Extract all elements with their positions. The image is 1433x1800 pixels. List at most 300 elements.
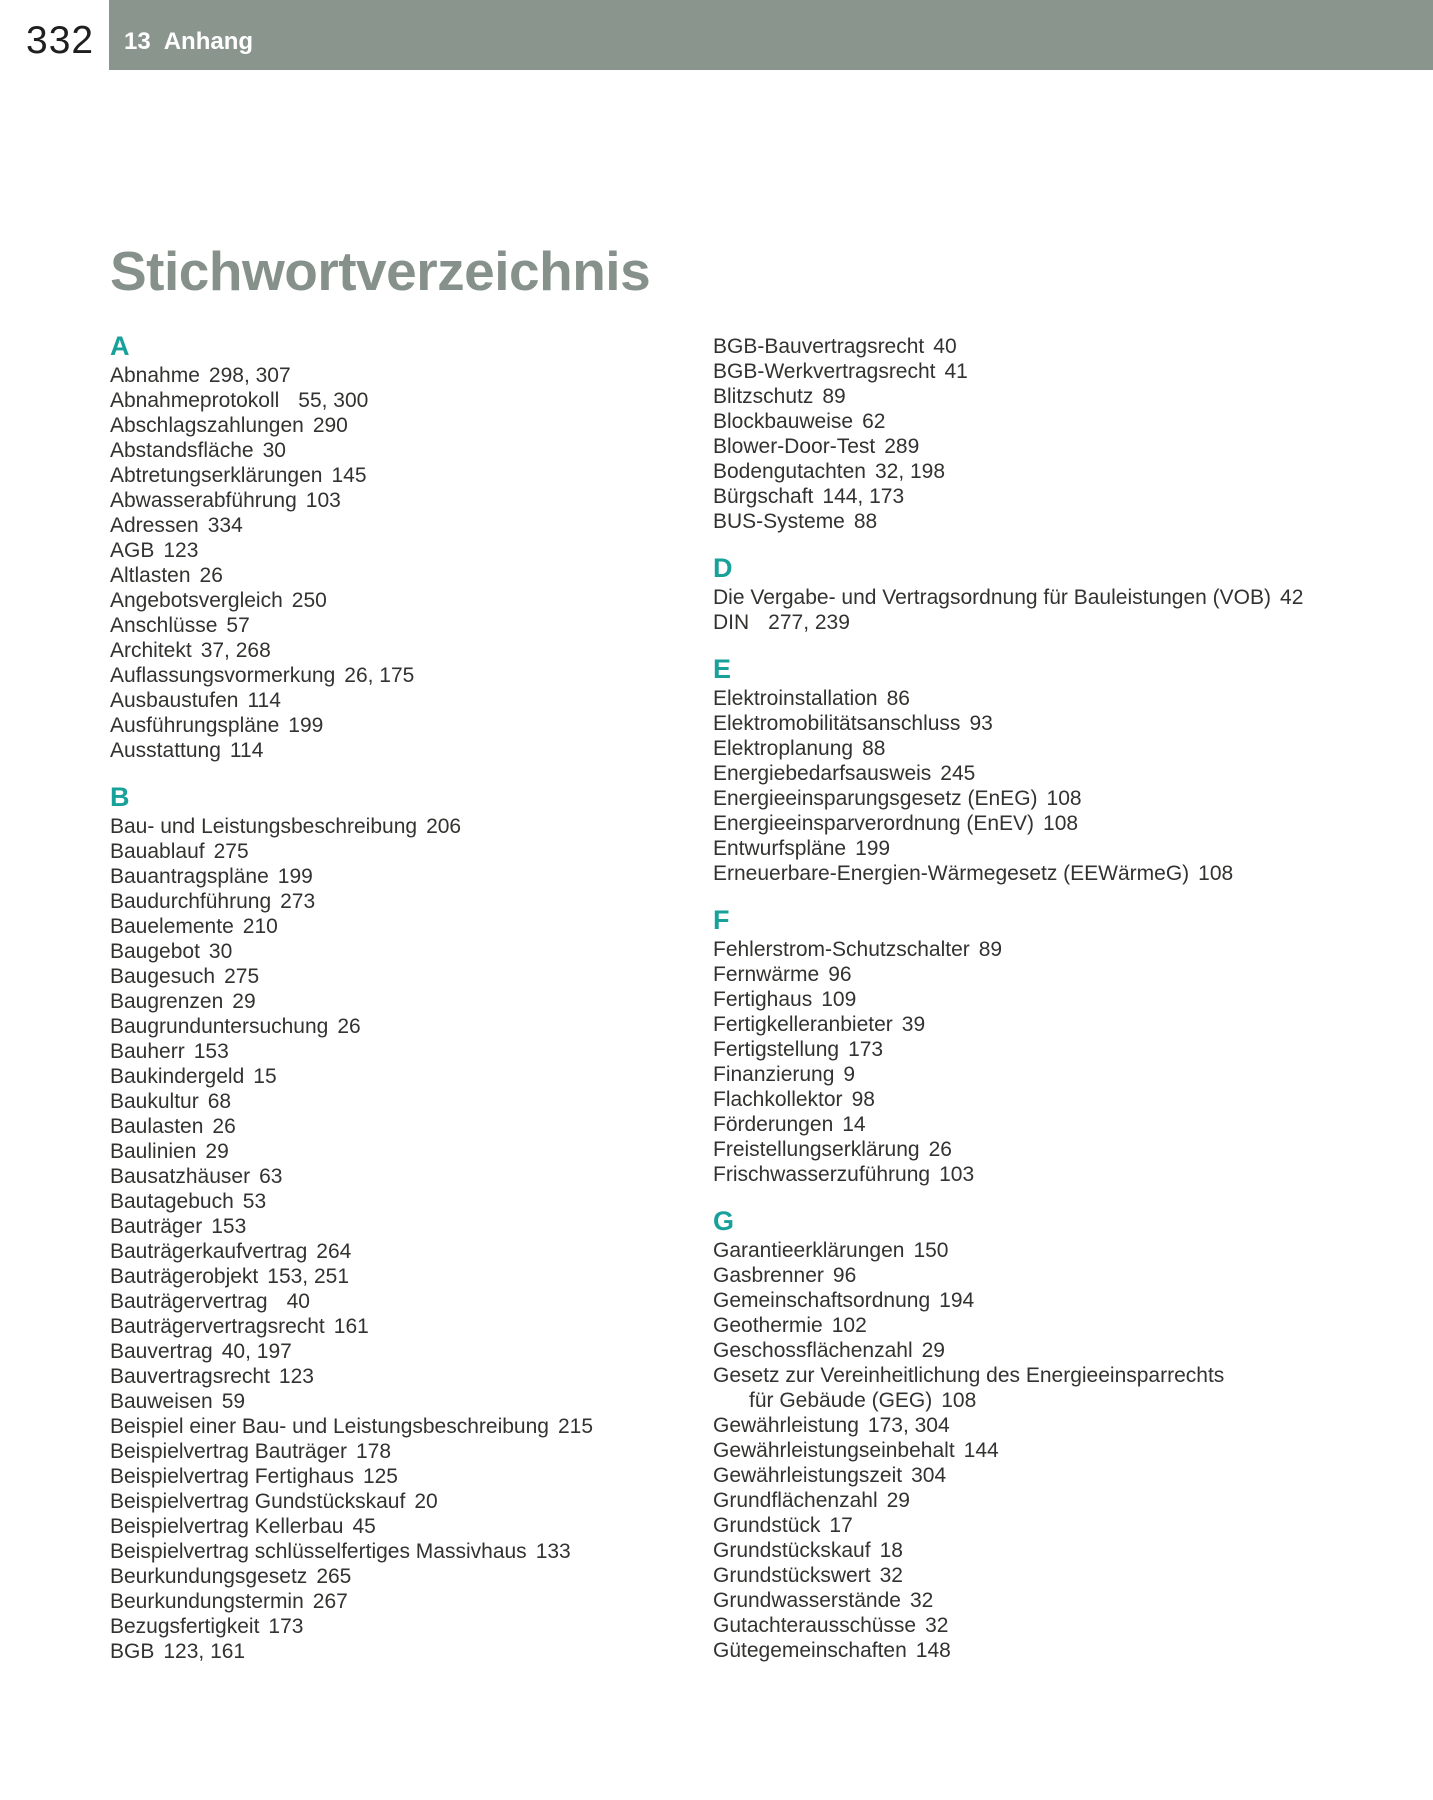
chapter-number: 13: [124, 28, 151, 55]
chapter-title: Anhang: [163, 28, 254, 55]
index-entry-term: Abnahmeprotokoll: [110, 389, 280, 412]
index-entry-term: Bauträgerkaufvertrag: [110, 1240, 308, 1263]
index-entry-term: Gasbrenner: [713, 1264, 824, 1287]
index-entry: [110, 1014, 670, 1039]
index-entry-pages: 88: [853, 510, 878, 533]
index-entry-pages: 62: [862, 410, 886, 433]
index-entry-term: Beispiel einer Bau- und Leistungsbeschreibung: [110, 1415, 549, 1438]
index-entry-pages: 173: [268, 1615, 304, 1638]
index-entry-pages: 40: [286, 1290, 310, 1313]
index-entry-pages: 15: [253, 1065, 277, 1088]
index-entry-term: Grundstückskauf: [713, 1539, 871, 1562]
index-entry: [110, 1364, 670, 1389]
index-entry: [713, 1338, 1373, 1363]
index-entry-term: Bauvertrag: [110, 1340, 213, 1363]
index-entry: [110, 1614, 670, 1639]
index-entry-pages: 17: [829, 1514, 853, 1537]
index-entry: [713, 1037, 1373, 1062]
index-entry-term: Bauweisen: [110, 1390, 213, 1413]
index-entry-pages: 29: [232, 990, 256, 1013]
index-entry-term: für Gebäude (GEG): [749, 1389, 933, 1412]
index-entry-pages: 88: [862, 737, 886, 760]
index-entry-pages: 178: [355, 1440, 392, 1463]
index-entry-pages: 150: [913, 1239, 949, 1262]
index-entry: [713, 1388, 1373, 1413]
index-entry-pages: 96: [828, 963, 852, 986]
index-entry-pages: 334: [207, 514, 243, 537]
index-entry-pages: 40, 197: [221, 1340, 292, 1363]
index-entry-pages: 123: [278, 1365, 314, 1388]
index-entry-term: Baulinien: [110, 1140, 197, 1163]
index-entry-pages: 14: [842, 1113, 866, 1136]
index-entry-term: Bautagebuch: [110, 1190, 234, 1213]
index-entry-pages: 250: [291, 589, 327, 612]
index-entry-term: Blower-Door-Test: [713, 435, 876, 458]
index-entry-term: Bauablauf: [110, 840, 205, 863]
index-entry-pages: 68: [207, 1090, 232, 1113]
index-entry: [713, 711, 1373, 736]
index-entry-term: BGB: [110, 1640, 155, 1663]
index-entry-term: Baugrenzen: [110, 990, 224, 1013]
index-entry: [110, 964, 670, 989]
index-entry-term: Bauträgerobjekt: [110, 1265, 259, 1288]
index-entry: [110, 438, 670, 463]
index-entry: [713, 786, 1373, 811]
index-entry-pages: 173: [848, 1038, 884, 1061]
index-entry-pages: 29: [921, 1339, 945, 1362]
index-entry-pages: 53: [242, 1190, 267, 1213]
index-entry-term: Ausbaustufen: [110, 689, 239, 712]
index-entry: [110, 914, 670, 939]
index-entry: [110, 663, 670, 688]
index-entry: [713, 1563, 1373, 1588]
index-entry-pages: 267: [312, 1590, 348, 1613]
index-entry-term: Bauträger: [110, 1215, 203, 1238]
index-entry-term: BGB-Bauvertragsrecht: [713, 335, 925, 358]
index-entry-term: Beurkundungstermin: [110, 1590, 304, 1613]
index-entry-pages: 199: [277, 865, 313, 888]
index-entry-pages: 57: [226, 614, 250, 637]
index-entry: [713, 736, 1373, 761]
section-letter-G: G: [713, 1206, 735, 1236]
index-section-G: [713, 1205, 1373, 1663]
index-entry-pages: 32: [909, 1589, 934, 1612]
page-title: Stichwortverzeichnis: [110, 239, 651, 302]
section-letter-D: D: [713, 553, 733, 583]
index-entry-term: Gemeinschaftsordnung: [713, 1289, 931, 1312]
index-entry: [110, 738, 670, 763]
index-entry: [110, 1439, 670, 1464]
index-entry-pages: 273: [280, 890, 316, 913]
index-entry-term: Architekt: [110, 639, 192, 662]
index-entry-term: Elektroplanung: [713, 737, 854, 760]
index-entry: [713, 1638, 1373, 1663]
index-entry-pages: 265: [316, 1565, 352, 1588]
index-entry-pages: 173, 304: [867, 1414, 950, 1437]
index-entry: [110, 864, 670, 889]
index-entry-term: Flachkollektor: [713, 1088, 843, 1111]
index-entry-term: Bauträgervertragsrecht: [110, 1315, 325, 1338]
index-entry-term: Gewährleistungszeit: [713, 1464, 903, 1487]
index-entry-term: Fertigstellung: [713, 1038, 840, 1061]
index-entry: [110, 839, 670, 864]
index-entry: [713, 384, 1373, 409]
index-entry-pages: 26, 175: [344, 664, 415, 687]
index-entry: [713, 334, 1373, 359]
index-entry-pages: 89: [822, 385, 846, 408]
index-entry-term: Grundwasserstände: [713, 1589, 901, 1612]
index-entry-pages: 298, 307: [208, 364, 291, 387]
index-entry: [713, 1513, 1373, 1538]
index-entry-pages: 277, 239: [768, 611, 850, 634]
index-entry-pages: 206: [426, 815, 462, 838]
index-entry: [713, 962, 1373, 987]
index-entry: [713, 1313, 1373, 1338]
index-entry-term: Fertigkelleranbieter: [713, 1013, 893, 1036]
index-entry: [110, 1414, 670, 1439]
index-entry-pages: 148: [915, 1639, 951, 1662]
index-entry: [713, 1112, 1373, 1137]
index-entry-pages: 245: [940, 762, 976, 785]
index-entry: [110, 814, 670, 839]
index-entry-pages: 275: [213, 840, 249, 863]
index-entry-pages: 20: [414, 1490, 438, 1513]
index-section-B: [110, 781, 670, 1664]
index-entry: [713, 409, 1373, 434]
index-entry: [110, 538, 670, 563]
index-entry: [110, 1264, 670, 1289]
index-entry-pages: 123: [163, 539, 199, 562]
index-entry-term: Energiebedarfsausweis: [713, 762, 932, 785]
index-entry-pages: 55, 300: [298, 389, 369, 412]
index-entry: [713, 686, 1373, 711]
index-entry-pages: 26: [212, 1115, 236, 1138]
index-entry-term: Blockbauweise: [713, 410, 854, 433]
section-letter-E: E: [713, 654, 732, 684]
index-entry-pages: 103: [305, 489, 341, 512]
index-entry: [110, 588, 670, 613]
index-entry-term: Garantieerklärungen: [713, 1239, 905, 1262]
index-entry: [713, 1613, 1373, 1638]
index-entry-term: Blitzschutz: [713, 385, 814, 408]
index-entry-pages: 144: [963, 1439, 999, 1462]
index-entry: [713, 937, 1373, 962]
index-entry: [110, 1239, 670, 1264]
index-entry-term: Abtretungserklärungen: [110, 464, 323, 487]
index-entry: [713, 610, 1373, 635]
index-entry: [713, 1238, 1373, 1263]
index-entry: [110, 713, 670, 738]
index-entry: [110, 513, 670, 538]
index-entry: [110, 1539, 670, 1564]
index-entry-pages: 125: [362, 1465, 398, 1488]
index-entry-term: Baugebot: [110, 940, 200, 963]
index-entry: [110, 1389, 670, 1414]
page-number: 332: [26, 19, 95, 62]
index-entry-term: Energieeinsparungsgesetz (EnEG): [713, 787, 1038, 810]
section-letter-A: A: [110, 331, 130, 361]
index-entry-pages: 199: [855, 837, 891, 860]
index-entry: [713, 1438, 1373, 1463]
index-entry-pages: 304: [911, 1464, 947, 1487]
index-entry-pages: 30: [262, 439, 286, 462]
index-entry-term: BGB-Werkvertragsrecht: [713, 360, 936, 383]
index-entry-pages: 41: [944, 360, 968, 383]
index-entry-term: BUS-Systeme: [713, 510, 845, 533]
index-entry-term: Beurkundungsgesetz: [110, 1565, 308, 1588]
index-entry: [110, 388, 670, 413]
chapter-heading: [124, 30, 253, 54]
index-entry: [713, 1363, 1373, 1388]
index-entry-term: Fehlerstrom-Schutzschalter: [713, 938, 970, 961]
index-entry-term: Beispielvertrag Kellerbau: [110, 1515, 344, 1538]
index-entry: [110, 1139, 670, 1164]
index-entry-term: Bodengutachten: [713, 460, 866, 483]
index-entry-term: Bausatzhäuser: [110, 1165, 251, 1188]
index-entry-term: Bauträgervertrag: [110, 1290, 268, 1313]
index-entry-pages: 161: [333, 1315, 369, 1338]
index-entry: [713, 459, 1373, 484]
index-entry-pages: 153: [211, 1215, 247, 1238]
index-entry-term: Geschossflächenzahl: [713, 1339, 913, 1362]
index-entry-term: Elektroinstallation: [713, 687, 878, 710]
index-entry-term: Baukindergeld: [110, 1065, 245, 1088]
index-entry-term: Ausführungspläne: [110, 714, 280, 737]
index-entry-pages: 29: [886, 1489, 910, 1512]
index-entry-term: Bauelemente: [110, 915, 234, 938]
index-entry-term: Anschlüsse: [110, 614, 218, 637]
index-entry-term: Baugrunduntersuchung: [110, 1015, 329, 1038]
index-entry-pages: 39: [901, 1013, 926, 1036]
index-entry-pages: 153: [193, 1040, 229, 1063]
index-entry: [713, 1263, 1373, 1288]
index-entry: [713, 1538, 1373, 1563]
index-entry: [713, 1137, 1373, 1162]
index-entry: [713, 1012, 1373, 1037]
index-entry-pages: 215: [557, 1415, 594, 1438]
index-entry-term: Förderungen: [713, 1113, 834, 1136]
index-entry: [110, 1114, 670, 1139]
index-entry: [110, 413, 670, 438]
index-entry-pages: 98: [851, 1088, 875, 1111]
index-entry-term: Adressen: [110, 514, 199, 537]
index-entry: [713, 1087, 1373, 1112]
index-entry: [713, 434, 1373, 459]
index-entry-term: Gutachterausschüsse: [713, 1614, 917, 1637]
index-entry-term: Abschlagszahlungen: [110, 414, 304, 437]
index-entry-pages: 109: [821, 988, 857, 1011]
index-entry: [110, 1639, 670, 1664]
index-entry-term: Grundflächenzahl: [713, 1489, 878, 1512]
index-entry: [713, 509, 1373, 534]
index-entry: [713, 987, 1373, 1012]
index-section-E: [713, 653, 1373, 886]
index-entry: [110, 889, 670, 914]
index-entry-pages: 264: [316, 1240, 352, 1263]
index-entry-pages: 26: [199, 564, 223, 587]
index-entry-pages: 93: [969, 712, 993, 735]
index-entry-term: Beispielvertrag Fertighaus: [110, 1465, 354, 1488]
index-entry-term: Energieeinsparverordnung (EnEV): [713, 812, 1035, 835]
index-entry-pages: 210: [242, 915, 278, 938]
index-entry: [110, 1314, 670, 1339]
index-entry: [713, 836, 1373, 861]
index-entry-term: Bürgschaft: [713, 485, 814, 508]
index-entry: [110, 1089, 670, 1114]
index-entry: [713, 359, 1373, 384]
index-entry: [110, 1489, 670, 1514]
index-entry-pages: 289: [884, 435, 920, 458]
index-entry-term: Auflassungsvormerkung: [110, 664, 336, 687]
index-entry-term: Beispielvertrag schlüsselfertiges Massivhaus: [110, 1540, 527, 1563]
index-entry-term: Elektromobilitätsanschluss: [713, 712, 961, 735]
index-entry-pages: 133: [535, 1540, 571, 1563]
index-entry: [110, 463, 670, 488]
index-entry-term: Geothermie: [713, 1314, 823, 1337]
index-column-left: [110, 330, 670, 1664]
index-section-D: [713, 552, 1373, 635]
index-entry-pages: 9: [843, 1063, 856, 1086]
index-entry-pages: 29: [205, 1140, 229, 1163]
index-entry-pages: 108: [1043, 812, 1079, 835]
index-entry-term: Beispielvertrag Bauträger: [110, 1440, 347, 1463]
index-entry: [110, 1464, 670, 1489]
index-entry-pages: 96: [832, 1264, 857, 1287]
index-entry-pages: 32, 198: [874, 460, 946, 483]
index-entry: [110, 1214, 670, 1239]
index-entry-term: Finanzierung: [713, 1063, 835, 1086]
index-entry-pages: 37, 268: [200, 639, 271, 662]
index-column-right: [713, 334, 1373, 1663]
index-entry-term: AGB: [110, 539, 155, 562]
index-entry-pages: 145: [331, 464, 367, 487]
index-entry-pages: 114: [229, 739, 264, 762]
index-entry: [110, 563, 670, 588]
index-entry: [110, 1289, 670, 1314]
index-entry: [713, 1413, 1373, 1438]
index-entry: [110, 363, 670, 388]
index-entry-term: Abstandsfläche: [110, 439, 254, 462]
index-entry-term: Die Vergabe- und Vertragsordnung für Bauleistungen (VOB): [713, 586, 1272, 609]
index-entry-term: Frischwasserzuführung: [713, 1163, 931, 1186]
index-entry-pages: 108: [941, 1389, 977, 1412]
index-entry-pages: 108: [1046, 787, 1082, 810]
index-section-continued: [713, 334, 1373, 534]
index-entry-pages: 30: [208, 940, 233, 963]
index-entry-term: Freistellungserklärung: [713, 1138, 920, 1161]
index-entry: [110, 1189, 670, 1214]
index-entry-pages: 59: [221, 1390, 246, 1413]
index-entry-pages: 290: [312, 414, 348, 437]
section-letter-F: F: [713, 905, 730, 935]
index-entry-term: Abnahme: [110, 364, 200, 387]
index-entry-pages: 108: [1198, 862, 1234, 885]
index-entry-term: Erneuerbare-Energien-Wärmegesetz (EEWärmeG): [713, 862, 1190, 885]
index-entry-term: Altlasten: [110, 564, 191, 587]
index-entry: [110, 989, 670, 1014]
index-entry-term: Grundstück: [713, 1514, 821, 1537]
index-entry-pages: 153, 251: [267, 1265, 350, 1288]
index-entry-pages: 32: [879, 1564, 903, 1587]
index-entry-pages: 114: [247, 689, 281, 712]
index-entry-term: Grundstückswert: [713, 1564, 871, 1587]
index-entry-term: Baukultur: [110, 1090, 199, 1113]
section-letter-B: B: [110, 782, 130, 812]
index-entry-pages: 86: [886, 687, 910, 710]
index-entry-pages: 102: [831, 1314, 867, 1337]
index-entry-term: Bauantragspläne: [110, 865, 269, 888]
index-entry-pages: 103: [939, 1163, 975, 1186]
index-entry-pages: 18: [879, 1539, 903, 1562]
index-entry: [110, 1514, 670, 1539]
index-entry-pages: 26: [337, 1015, 361, 1038]
index-entry-term: Baudurchführung: [110, 890, 272, 913]
index-entry: [713, 1463, 1373, 1488]
index-entry-term: Baugesuch: [110, 965, 216, 988]
index-entry-pages: 123, 161: [163, 1640, 246, 1663]
index-entry-term: DIN: [713, 611, 750, 634]
index-entry: [713, 1062, 1373, 1087]
index-entry: [110, 638, 670, 663]
index-entry: [110, 1064, 670, 1089]
index-entry-pages: 89: [978, 938, 1003, 961]
index-entry-term: Gesetz zur Vereinheitlichung des Energieeinsparrechts: [713, 1364, 1225, 1387]
index-entry-pages: 26: [928, 1138, 952, 1161]
index-entry-term: Angebotsvergleich: [110, 589, 283, 612]
index-entry-term: Bauherr: [110, 1040, 185, 1063]
index-entry-term: Gewährleistung: [713, 1414, 859, 1437]
index-entry: [110, 1589, 670, 1614]
index-entry-pages: 194: [939, 1289, 975, 1312]
index-entry-term: Fertighaus: [713, 988, 813, 1011]
index-entry-pages: 32: [925, 1614, 949, 1637]
index-entry: [713, 861, 1373, 886]
index-section-F: [713, 904, 1373, 1187]
index-entry: [110, 1564, 670, 1589]
index-entry-term: Abwasserabführung: [110, 489, 297, 512]
index-section-A: [110, 330, 670, 763]
index-entry: [110, 688, 670, 713]
index-entry-pages: 275: [224, 965, 260, 988]
index-entry-term: Bauvertragsrecht: [110, 1365, 270, 1388]
index-entry: [110, 1339, 670, 1364]
index-entry: [110, 488, 670, 513]
index-entry: [713, 761, 1373, 786]
index-entry: [110, 1164, 670, 1189]
index-entry-term: Gütegemeinschaften: [713, 1639, 907, 1662]
index-entry-pages: 199: [288, 714, 324, 737]
index-entry: [110, 939, 670, 964]
index-entry-term: Entwurfspläne: [713, 837, 847, 860]
index-entry-term: Gewährleistungseinbehalt: [713, 1439, 955, 1462]
index-entry-term: Fernwärme: [713, 963, 820, 986]
index-entry: [713, 811, 1373, 836]
index-entry-pages: 42: [1280, 586, 1304, 609]
index-entry-pages: 40: [933, 335, 957, 358]
index-entry-term: Bau- und Leistungsbeschreibung: [110, 815, 418, 838]
index-entry-term: Bezugsfertigkeit: [110, 1615, 260, 1638]
index-entry: [713, 484, 1373, 509]
index-entry: [713, 1162, 1373, 1187]
index-entry-pages: 45: [352, 1515, 376, 1538]
index-entry-pages: 144, 173: [822, 485, 905, 508]
index-entry: [713, 585, 1373, 610]
index-entry: [713, 1588, 1373, 1613]
index-entry-term: Ausstattung: [110, 739, 221, 762]
index-entry: [110, 1039, 670, 1064]
chapter-bar: [109, 0, 1433, 70]
index-entry: [713, 1488, 1373, 1513]
